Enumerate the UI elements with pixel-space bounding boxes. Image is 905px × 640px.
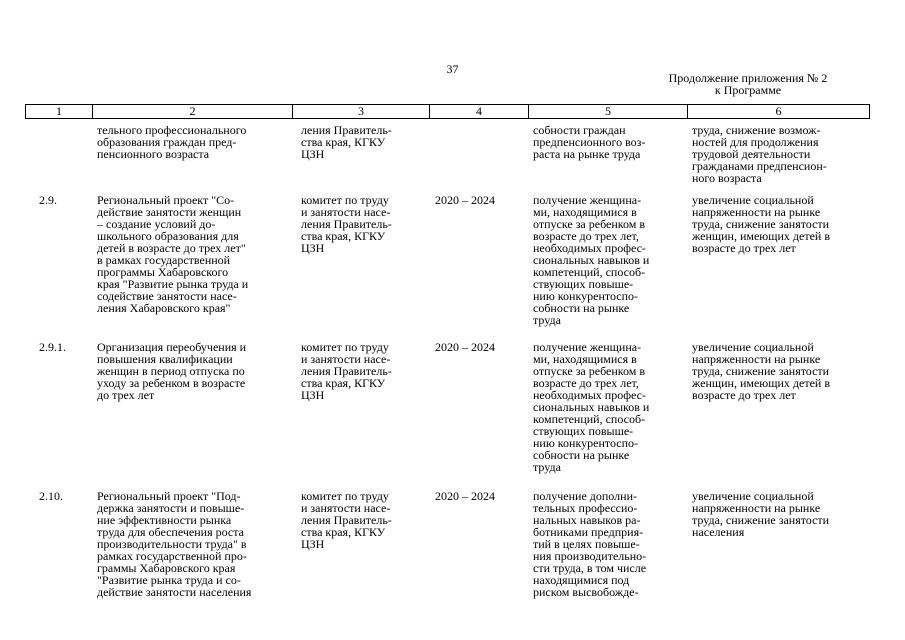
row-period: 2020 – 2024	[435, 193, 495, 207]
row-result: получение женщина- ми, находящимися в отпуске за ребенком в возрасте до трех лет, необходимых профес- сиональных навыков и компетенций, способ- ствующих повыше- нию конкурентоспо- собности на рынке труда	[533, 193, 650, 327]
page-number: 37	[446, 62, 459, 76]
row-period: 2020 – 2024	[435, 489, 495, 503]
column-header-5: 5	[529, 105, 688, 119]
continuation-note	[628, 72, 868, 96]
row-effect: увеличение социальной напряженности на рынке труда, снижение занятости женщин, имеющих детей в возрасте до трех лет	[692, 340, 831, 402]
row-executor: комитет по труду и занятости насе- ления Правитель- ства края, КГКУ ЦЗН	[301, 340, 392, 402]
row-executor: ления Правитель- ства края, КГКУ ЦЗН	[301, 123, 392, 161]
continuation-line-1: Продолжение приложения № 2	[668, 71, 828, 85]
row-name: тельного профессионального образования граждан пред- пенсионного возраста	[97, 123, 247, 161]
column-header-3: 3	[293, 105, 430, 119]
row-effect: увеличение социальной напряженности на рынке труда, снижение занятости женщин, имеющих детей в возрасте до трех лет	[692, 193, 831, 255]
column-header-table	[25, 104, 870, 119]
column-header-1: 1	[26, 105, 93, 119]
row-period: 2020 – 2024	[435, 340, 495, 354]
row-effect: труда, снижение возмож- ностей для продолжения трудовой деятельности гражданами предпенсион- ного возраста	[692, 123, 827, 185]
row-result: получение женщина- ми, находящимися в отпуске за ребенком в возрасте до трех лет, необходимых профес- сиональных навыков и компетенций, способ- ствующих повыше- нию конкурентоспо- собности на рынке труда	[533, 340, 650, 474]
row-number: 2.9.1.	[39, 340, 66, 354]
row-executor: комитет по труду и занятости насе- ления Правитель- ства края, КГКУ ЦЗН	[301, 489, 392, 551]
column-header-6: 6	[688, 105, 870, 119]
row-name: Региональный проект "Со- действие занятости женщин – создание условий до- школьного образования для детей в возрасте до трех лет" в рамках государственной программы Хабаровского края "Развитие рынка труда и содействие занятости насе- ления Хабаровского края"	[97, 193, 249, 315]
column-header-row	[26, 105, 870, 119]
row-name: Региональный проект "Под- держка занятости и повыше- ние эффективности рынка труда для обеспечения роста производительности труда" в рамках государственной про- граммы Хабаровского края "Развитие рынка труда и со- действие занятости населения	[97, 489, 252, 599]
column-header-2: 2	[93, 105, 293, 119]
row-name: Организация переобучения и повышения квалификации женщин в период отпуска по уходу за ребенком в возрасте до трех лет	[97, 340, 247, 402]
row-result: собности граждан предпенсионного воз- раста на рынке труда	[533, 123, 646, 161]
row-result: получение дополни- тельных профессио- нальных навыков ра- ботниками предприя- тий в целях повыше- ния производительно- сти труда, в том числе находящимися под риском высвобожде-	[533, 489, 647, 599]
row-effect: увеличение социальной напряженности на рынке труда, снижение занятости населения	[692, 489, 830, 539]
row-executor: комитет по труду и занятости насе- ления Правитель- ства края, КГКУ ЦЗН	[301, 193, 392, 255]
continuation-line-2: к Программе	[714, 83, 782, 97]
row-number: 2.9.	[39, 193, 57, 207]
column-header-4: 4	[430, 105, 529, 119]
row-number: 2.10.	[39, 489, 63, 503]
